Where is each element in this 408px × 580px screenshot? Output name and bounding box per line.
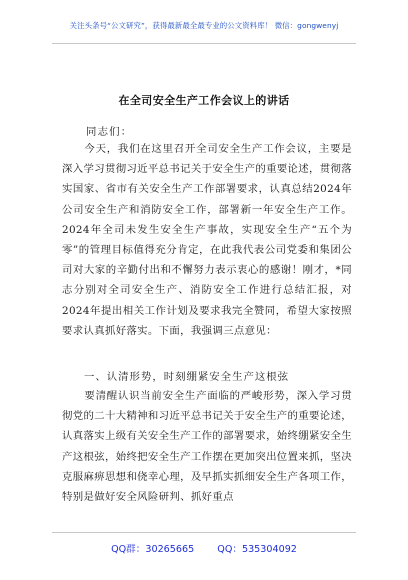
footer-divider bbox=[52, 532, 356, 533]
qq-number: QQ：535304092 bbox=[217, 544, 297, 555]
body-paragraph bbox=[62, 386, 352, 507]
header-divider bbox=[52, 43, 356, 44]
header-banner: 关注头条号“公文研究”，获得最新最全最专业的公文资料库！ 微信：gongwenyj bbox=[69, 21, 339, 30]
qq-group: QQ群：30265665 bbox=[111, 544, 195, 555]
paragraph-text: 今天，我们在这里召开全司安全生产工作会议，主要是深入学习贯彻习近平总书记关于安全生产的重要论述，贯彻落实国家、省市有关安全生产工作部署要求，认真总结2024年公司安全生产和消防安全工作，部署新一年安全生产工作。2024年全司未发生安全生产事故，实现安全生产“五个为零”的管理目标值得充分肯定，在此我代表公司党委和集团公司对大家的辛勤付出和不懈努力表示衷心的感谢！刚才，*同志分别对全司安全生产、消防安全工作进行总结汇报，对2024年提出相关工作计划及要求我完全赞同，希望大家按照要求认真抓好落实。下面，我强调三点意见： bbox=[62, 143, 352, 337]
footer-contact bbox=[0, 541, 408, 555]
document-title: 在全司安全生产工作会议上的讲话 bbox=[118, 94, 290, 107]
body-paragraph bbox=[62, 139, 352, 341]
salutation: 同志们： bbox=[86, 126, 133, 138]
paragraph-text: 要清醒认识当前安全生产面临的严峻形势，深入学习贯彻党的二十大精神和习近平总书记关于安全生产的重要论述，认真落实上级有关安全生产工作的部署要求，始终绷紧安全生产这根弦，始终把安全生产工作摆在更加突出位置来抓，坚决克服麻痹思想和侥幸心理，及早抓实抓细安全生产各项工作，特别是做好安全风险研判、抓好重点 bbox=[62, 390, 352, 504]
section-heading: 一、认清形势，时刻绷紧安全生产这根弦 bbox=[84, 371, 290, 383]
